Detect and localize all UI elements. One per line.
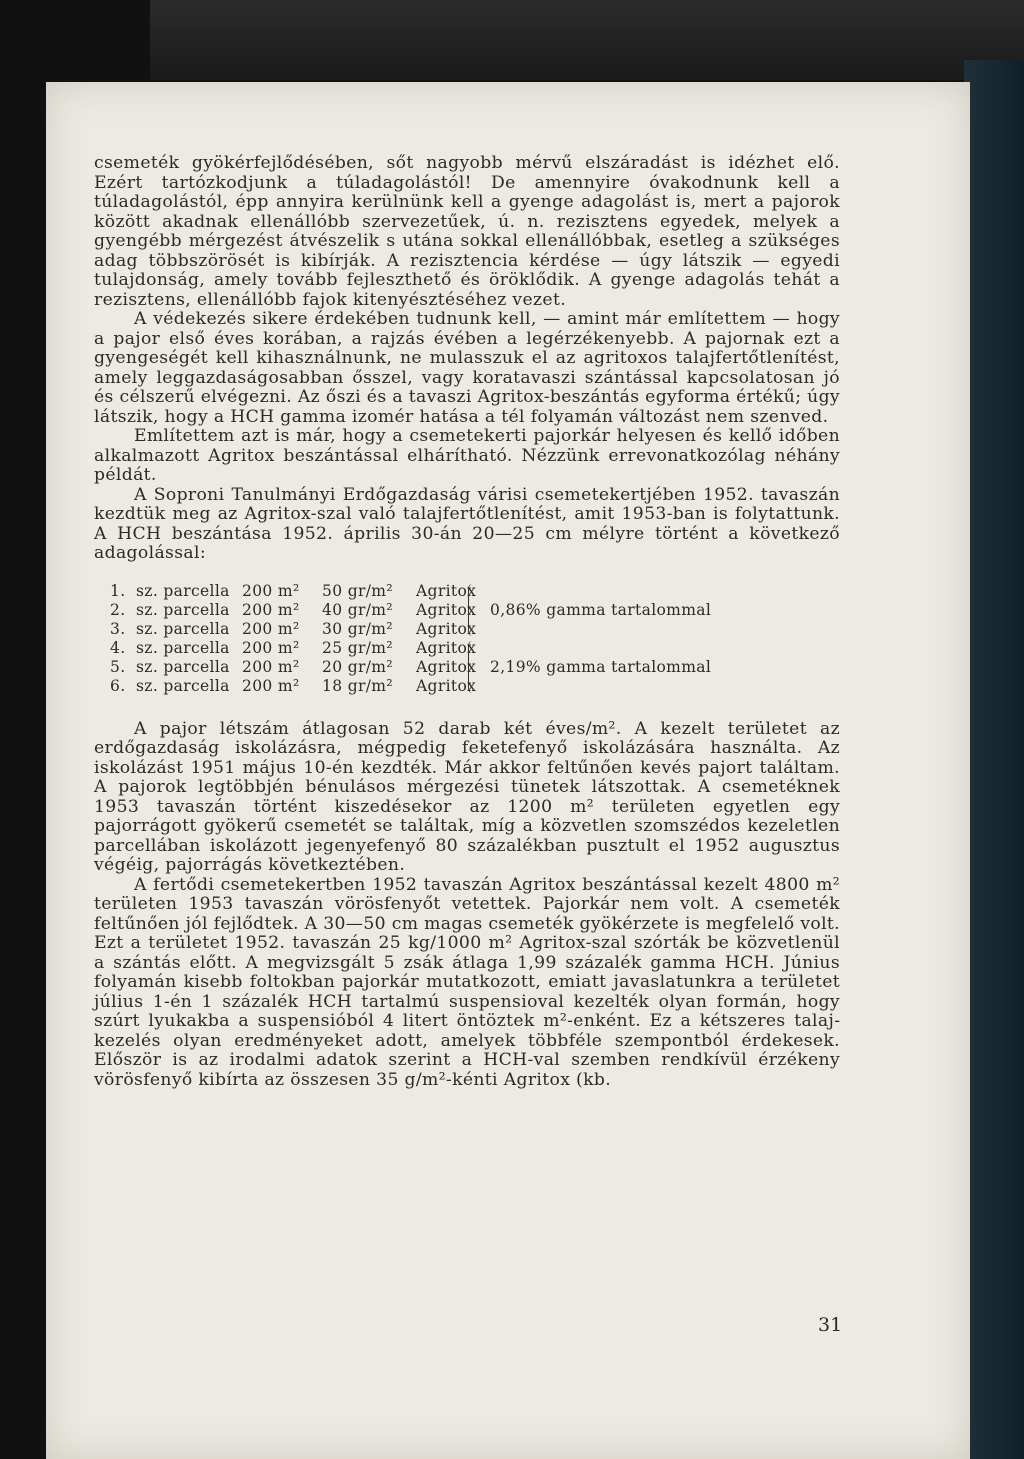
group-2-label: 2,19% gamma tartalommal bbox=[490, 657, 712, 676]
paragraph-3: Említettem azt is már, hogy a csemetekerti pajorkár helyesen és kellő időben alkalmazott Agritox beszántással elhárítható. Nézzünk errevonatkozólag néhány példát. bbox=[94, 426, 840, 485]
dosage-table: 1. sz. parcella 200 m² 50 gr/m² Agritox 2. sz. parcella 200 m² 40 gr/m² Agritox 3. sz. parcella 200 m² 30 gr/m² Agritox 4. sz. parcella 200 m² 25 gr/m² Agritox 5. sz. parcella 200 m² 20 gr/m² Agritox 6. sz. parcella 200 m² 18 gr/m² Agritox 0,86% gamma tartalommal 2,19% gamma tartalommal bbox=[110, 581, 712, 695]
brace-group-1 bbox=[468, 584, 477, 636]
paragraph-5: A pajor létszám átlagosan 52 darab két éves/m². A kezelt területet az erdőgazdaság iskolázásra, mégpedig feketefenyő iskolázására használta. Az iskolázást 1951 május 10-én kezdték. Már akkor feltűnően kevés pajort találtam. A pajorok legtöbbjén bénulásos mérgezési tünetek látszottak. A csemetéknek 1953 tavaszán történt kiszedésekor az 1200 m² területen egyetlen egy pajorrágott gyökerű csemetét se találtak, míg a közvetlen szomszédos kezeletlen parcellában iskolázott jegenyefenyő 80 százalékban pusztult el 1952 augusztus végéig, pajorrágás következtében. bbox=[94, 718, 840, 875]
book-cover-edge bbox=[964, 60, 1024, 1459]
page-number: 31 bbox=[818, 1314, 843, 1336]
book-top-edge bbox=[150, 0, 1024, 80]
book-page bbox=[46, 82, 970, 1459]
paragraph-6: A fertődi csemetekertben 1952 tavaszán Agritox beszántással kezelt 4800 m² területen 1953 tavaszán vörösfenyőt vetettek. Pajorkár nem volt. A csemeték feltűnően jól fejlődtek. A 30—50 cm magas csemeték gyökérzete is megfelelő volt. Ezt a területet 1952. tavaszán 25 kg/1000 m² Agritox-szal szórták be közvetlenül a szántás előtt. A megvizsgált 5 zsák átlaga 1,99 százalék gamma HCH. Június folyamán kisebb foltokban pajorkár mutatkozott, emiatt javaslatunkra a területet július 1-én 1 százalék HCH tartalmú suspensioval kezelték olyan formán, hogy szúrt lyukakba a suspensióból 4 litert öntöztek m²-enként. Ez a kétszeres talajkezelés olyan eredményeket adott, amelyek többféle szempontból érdekesek. Először is az irodalmi adatok szerint a HCH-val szemben rendkívül érzékeny vörösfenyő kibírta az összesen 35 g/m²-kénti Agritox (kb. bbox=[94, 874, 840, 1090]
paragraph-1: csemeték gyökérfejlődésében, sőt nagyobb mérvű elszáradást is idézhet elő. Ezért tartózkodjunk a túladagolástól! De amennyire óvakodnunk kell a túladagolástól, épp annyira kerülnünk kell a gyenge adagolást is, mert a pajorok között akadnak ellenállóbb szervezetűek, ú. n. rezisztens egyedek, melyek a gyengébb mérgezést átvészelik s utána sokkal ellenállóbbak, esetleg a szükséges adag többszörösét is kibírják. A rezisztencia kérdése — úgy látszik — egyedi tulajdonság, amely tovább fejleszthető és öröklődik. A gyenge adagolás tehát a rezisztens, ellenállóbb fajok kitenyésztéséhez vezet. bbox=[94, 153, 840, 310]
paragraph-2: A védekezés sikere érdekében tudnunk kell, — amint már említettem — hogy a pajor első éves korában, a rajzás évében a legérzékenyebb. A pajornak ezt a gyengeségét kell kihasználnunk, ne mulasszuk el az agritoxos talajfertőtlenítést, amely leggazdaságosabban ősszel, vagy koratavaszi szántással kapcsolatosan jó és célszerű elvégezni. Az őszi és a tavaszi Agritox-beszántás egyforma értékű; úgy látszik, hogy a HCH gamma izomér hatása a tél folyamán változást nem szenved. bbox=[94, 309, 840, 427]
paragraph-4: A Soproni Tanulmányi Erdőgazdaság várisi csemetekertjében 1952. tavaszán kezdtük meg az Agritox-szal való talajfertőtlenítést, amit 1953-ban is folytattunk. A HCH beszántása 1952. április 30-án 20—25 cm mélyre történt a következő adagolással: bbox=[94, 484, 840, 563]
group-1-label: 0,86% gamma tartalommal bbox=[490, 600, 712, 619]
page-content bbox=[94, 154, 840, 1090]
brace-group-2 bbox=[468, 641, 477, 693]
